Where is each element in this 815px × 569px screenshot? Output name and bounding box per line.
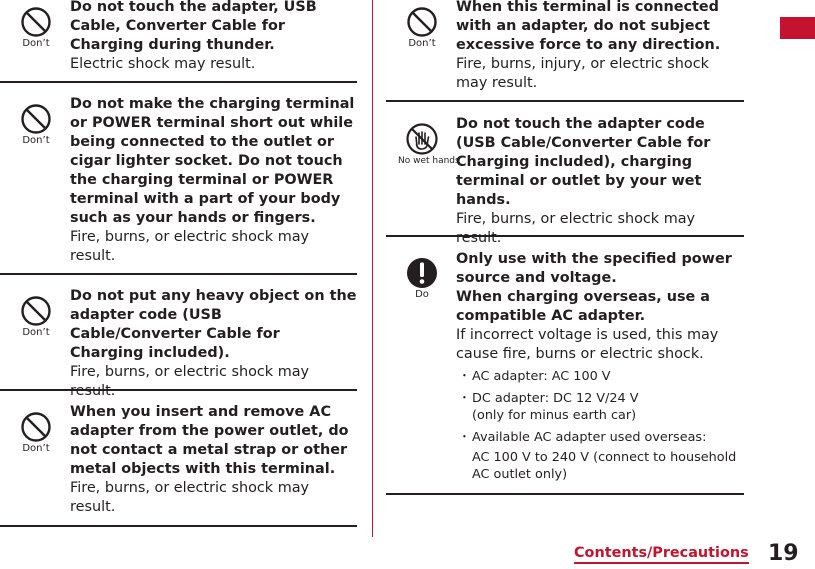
dont-icon [16,295,56,338]
precaution-item [0,275,357,399]
item-title: Only use with the specified power source and voltage. [456,251,732,286]
precaution-item [386,102,744,246]
bullet-mark: ・ [458,391,471,406]
item-body: Fire, burns, or electric shock may result. [70,364,310,399]
item-body: Electric shock may result. [70,56,256,72]
bullet-mark: ・ [458,430,471,445]
no-wet-hands-icon [398,122,460,167]
list-item [456,368,744,385]
item-body: If incorrect voltage is used, this may cause fire, burns or electric shock. [456,327,719,362]
item-body: Fire, burns, or electric shock may result. [456,211,696,246]
bullet-mark: ・ [458,369,471,384]
item-title: Do not make the charging terminal or POWER terminal short out while being connected to the outlet or cigar lighter socket. Do not touch the charging terminal or POWER terminal with a part of your body such as your hands or fingers. [70,96,355,226]
dont-icon [16,103,56,146]
precaution-item [0,83,357,275]
dont-icon [402,6,442,49]
dont-icon [16,411,56,454]
icon-label: Don’t [408,38,436,49]
item-title: Do not touch the adapter, USB Cable, Converter Cable for Charging during thunder. [70,0,317,53]
icon-label: Don’t [22,38,50,49]
page-number: 19 [768,541,799,566]
list-item [456,429,744,483]
item-body: Fire, burns, or electric shock may result. [70,229,310,264]
item-title-secondary: When charging overseas, use a compatible AC adapter. [456,289,711,324]
precaution-item [0,391,357,527]
list-item-text: AC adapter: AC 100 V [472,369,611,384]
item-title: When you insert and remove AC adapter from the power outlet, do not contact a metal strap or other metal objects with this terminal. [70,404,349,477]
item-body: Fire, burns, injury, or electric shock may result. [456,56,709,91]
column-divider [372,0,373,537]
right-column [386,0,744,495]
icon-label: Don’t [22,327,50,338]
icon-label: Do [415,289,429,300]
section-index-tab[interactable] [780,17,815,39]
left-column [0,0,357,527]
icon-label: Don’t [22,135,50,146]
item-body: Fire, burns, or electric shock may result. [70,480,310,515]
list-item-text: DC adapter: DC 12 V/24 V [472,391,639,406]
dont-icon [16,6,56,49]
item-title: Do not put any heavy object on the adapter code (USB Cable/Converter Cable for Charging included). [70,288,357,361]
icon-label: Don’t [22,443,50,454]
precaution-item [386,0,744,102]
icon-label: No wet hands [398,156,460,166]
precaution-item [386,237,744,495]
list-item-subtext: AC 100 V to 240 V (connect to household AC outlet only) [472,450,737,482]
item-title: Do not touch the adapter code (USB Cable/Converter Cable for Charging included), charging terminal or outlet by your wet hands. [456,116,711,208]
item-title: When this terminal is connected with an adapter, do not subject excessive force to any direction. [456,0,721,53]
list-item-text: Available AC adapter used overseas: [472,430,707,445]
list-item [456,390,744,424]
bullet-list [456,368,744,483]
list-item-subtext: (only for minus earth car) [472,408,637,423]
precaution-item [0,0,357,83]
do-icon [402,257,442,300]
contents-precautions-link[interactable]: Contents/Precautions [574,545,749,564]
